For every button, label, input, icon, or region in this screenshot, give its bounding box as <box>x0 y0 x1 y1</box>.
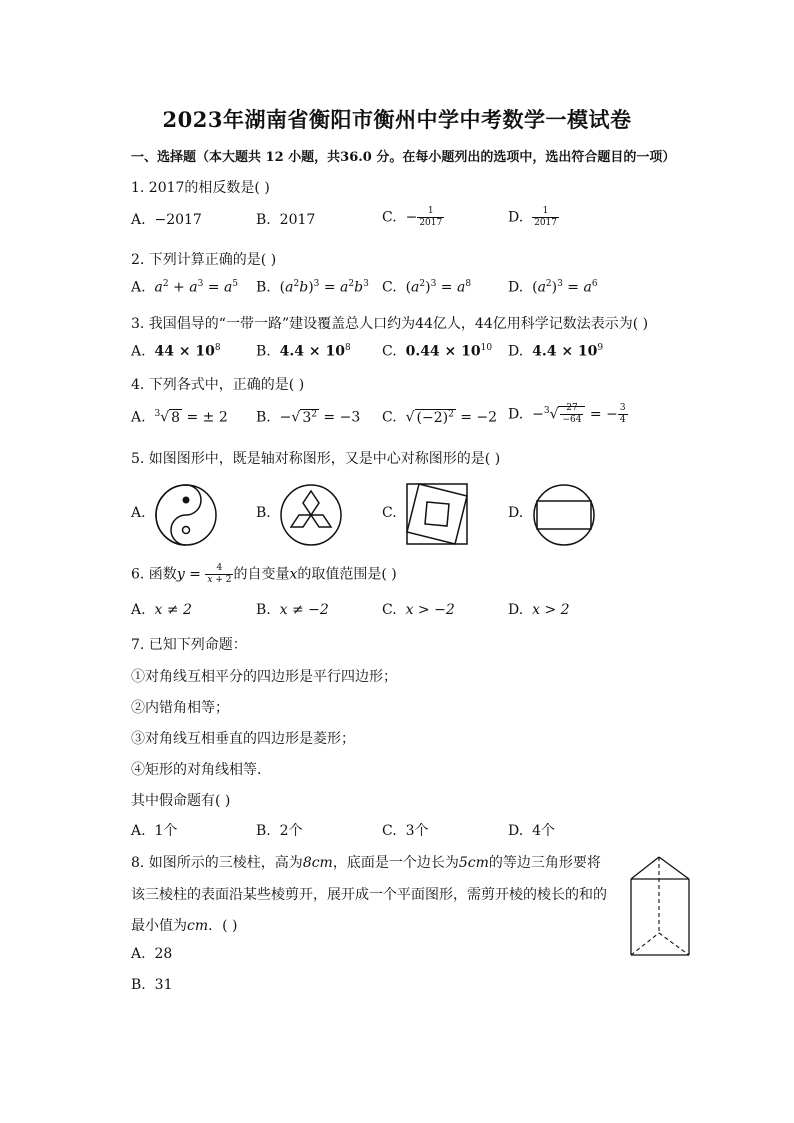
q7-question: 其中假命题有( ) <box>131 793 231 809</box>
q2-option-a: A. $a^2 + a^3 = a^5$ <box>131 279 239 296</box>
question-6-stem: 6. 函数y = $\frac{4}{x + 2}$ 的自变量x的取值范围是( ) <box>131 563 397 585</box>
question-8-line-3: 最小值为cm．( ) <box>131 918 238 934</box>
question-7-stem: 7. 已知下列命题： <box>131 637 247 653</box>
q3-option-c: C. $0.44 \times 10^{10}$ <box>382 343 493 360</box>
q3-option-d: D. $4.4 \times 10^9$ <box>508 343 604 360</box>
q6-option-b: B. x ≠ −2 <box>256 602 329 618</box>
q1-option-c: C. − $\frac{1}{2017}$ <box>382 206 443 228</box>
q3-option-b: B. $4.4 \times 10^8$ <box>256 343 351 360</box>
section-heading: 一、选择题（本大题共 12 小题，共36.0 分。在每小题列出的选项中，选出符合题目的一项） <box>131 150 676 165</box>
q2-option-c: C. $(a^2)^3 = a^8$ <box>382 279 472 296</box>
question-5-stem: 5. 如图图形中，既是轴对称图形，又是中心对称图形的是( ) <box>131 451 501 467</box>
q7-option-b: B. 2个 <box>256 823 303 839</box>
q7-option-d: D. 4个 <box>508 823 556 839</box>
q4-option-b: B. −√ $3^2 = -3$ <box>256 409 361 426</box>
q5-label-d: D. <box>508 505 524 521</box>
q7-proposition-2: ②内错角相等； <box>131 700 229 716</box>
q6-option-a: A. x ≠ 2 <box>131 602 192 618</box>
q1-option-a: A. −2017 <box>131 212 202 228</box>
question-4-stem: 4. 下列各式中，正确的是( ) <box>131 377 305 393</box>
q5-label-b: B. <box>256 505 271 521</box>
q7-proposition-4: ④矩形的对角线相等． <box>131 762 271 778</box>
q7-proposition-1: ①对角线互相平分的四边形是平行四边形； <box>131 669 397 685</box>
yin-yang-figure <box>153 482 219 548</box>
q4-option-d: D. −$^3$√ $\frac{27}{-64}$ = − $\frac{3}{4}$ <box>508 403 626 425</box>
q8-option-b: B. 31 <box>131 977 173 993</box>
three-diamond-figure <box>278 482 344 548</box>
q7-option-a: A. 1个 <box>131 823 178 839</box>
q7-option-c: C. 3个 <box>382 823 429 839</box>
q4-option-c: C. √ $(-2)^2 = -2$ <box>382 409 498 426</box>
q6-option-c: C. x > −2 <box>382 602 455 618</box>
question-3-stem: 3. 我国倡导的“一带一路”建设覆盖总人口约为44亿人，44亿用科学记数法表示为( ) <box>131 316 649 332</box>
page-title: 2023年湖南省衡阳市衡州中学中考数学一模试卷 <box>162 107 632 132</box>
question-1-stem: 1. 2017的相反数是( ) <box>131 180 270 196</box>
question-8-line-1: 8. 如图所示的三棱柱，高为8cm，底面是一个边长为5cm的等边三角形要将 <box>131 855 601 871</box>
q5-label-c: C. <box>382 505 397 521</box>
q5-label-a: A. <box>131 505 146 521</box>
q3-option-a: A. $44 \times 10^8$ <box>131 343 221 360</box>
q1-option-b: B. 2017 <box>256 212 316 228</box>
q7-proposition-3: ③对角线互相垂直的四边形是菱形； <box>131 731 355 747</box>
q1-option-d: D. $\frac{1}{2017}$ <box>508 206 557 228</box>
q4-option-a: A. $^3$√ 8 = ± 2 <box>131 409 228 426</box>
circle-rectangle-figure <box>531 482 597 548</box>
q2-option-d: D. $(a^2)^3 = a^6$ <box>508 279 598 296</box>
q8-option-a: A. 28 <box>131 946 173 962</box>
q6-option-d: D. x > 2 <box>508 602 570 618</box>
q2-option-b: B. $(a^2b)^3 = a^2b^3$ <box>256 279 369 296</box>
question-2-stem: 2. 下列计算正确的是( ) <box>131 252 277 268</box>
square-pinwheel-figure <box>405 482 469 546</box>
triangular-prism-figure <box>628 853 692 959</box>
question-8-line-2: 该三棱柱的表面沿某些棱剪开，展开成一个平面图形，需剪开棱的棱长的和的 <box>131 887 607 903</box>
